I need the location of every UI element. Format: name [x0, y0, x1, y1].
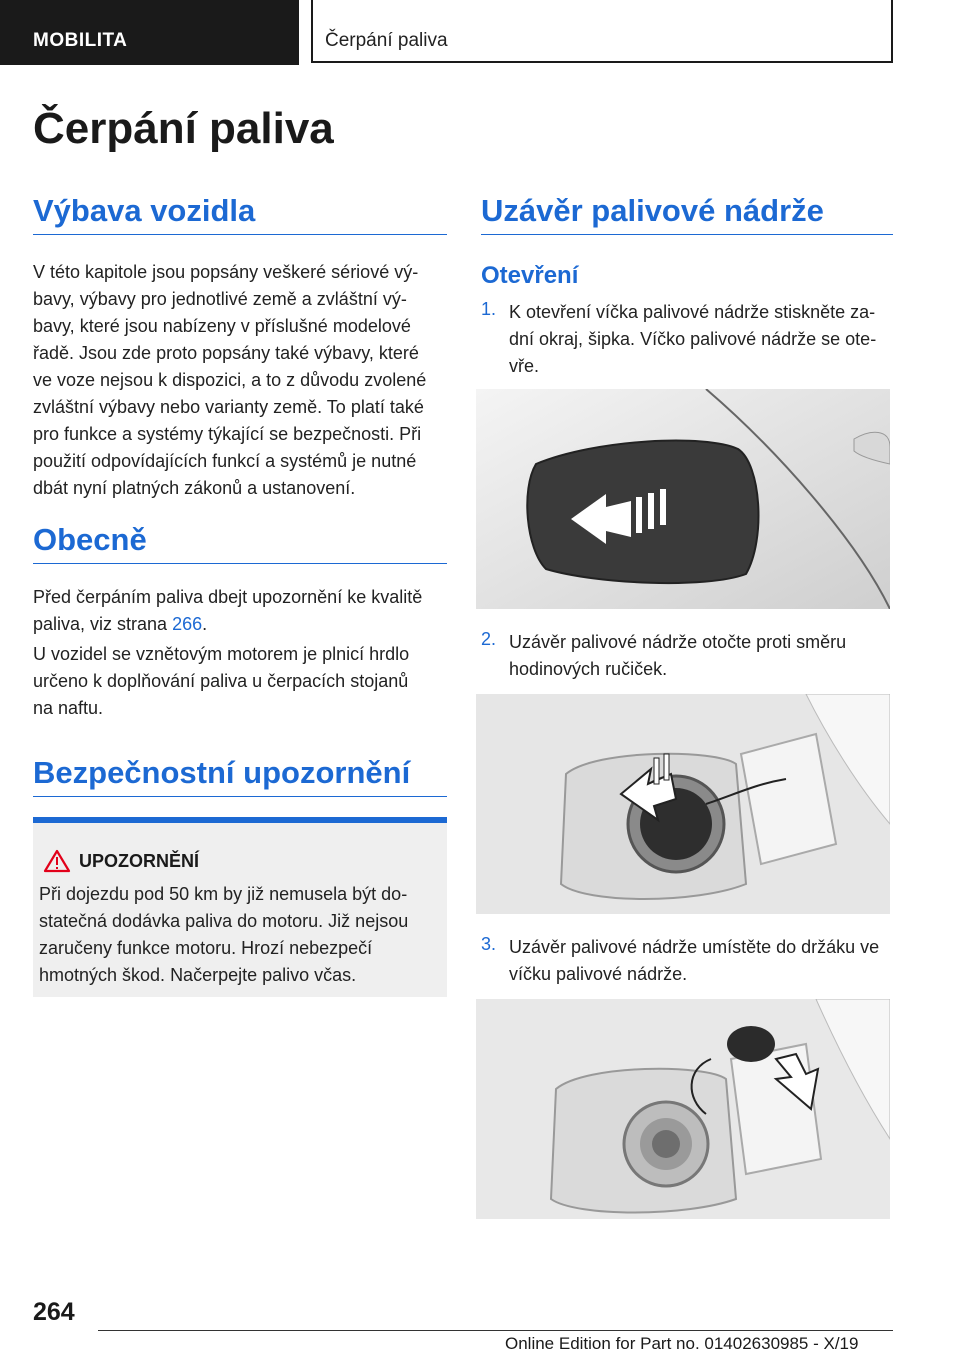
- chapter-label: Čerpání paliva: [325, 30, 448, 51]
- chapter-tab: [311, 0, 893, 63]
- edition-text: Online Edition for Part no. 01402630985 - X/19: [505, 1334, 859, 1353]
- fuel-cap-turn-illustration: [476, 694, 890, 914]
- section-label: MOBILITA: [33, 30, 128, 51]
- heading-vybava: Výbava vozidla: [33, 193, 256, 228]
- warning-text: Při dojezdu pod 50 km by již nemusela být do- statečná dodávka paliva do motoru. Již nejsou zaručeny funkce motoru. Hrozí nebezpečí hmotných škod. Načerpejte palivo včas.: [39, 884, 409, 985]
- step-text: Uzávěr palivové nádrže umístěte do držáku ve víčku palivové nádrže.: [509, 937, 880, 984]
- heading-rule: [33, 563, 447, 564]
- page-link[interactable]: 266: [172, 614, 203, 634]
- page-number: 264: [33, 1298, 75, 1326]
- step-text: K otevření víčka palivové nádrže stiskněte za- dní okraj, šipka. Víčko palivové nádrže se ote- vře.: [509, 302, 877, 376]
- heading-obecne: Obecně: [33, 522, 147, 557]
- heading-rule: [33, 234, 447, 235]
- paragraph-vybava: V této kapitole jsou popsány veškeré sériové vý- bavy, výbavy pro jednotlivé země a zvláštní vý- bavy, které jsou nabízeny v příslušné modelové řadě. Jsou zde proto popsány také výbavy, které ve voze nejsou k dispozici, a to z důvodu zvolené zvláštní výbavy nebo varianty země. To platí také pro funkce a systémy týkající se bezpečnosti. Při použití odpovídajících funkcí a systémů je nutné dbát nyní platných zákonů a ustanovení.: [33, 262, 427, 498]
- footer-rule: [98, 1330, 893, 1331]
- heading-rule: [33, 796, 447, 797]
- section-tab: [0, 0, 299, 65]
- subheading-otevreni: Otevření: [481, 262, 579, 289]
- step-text: Uzávěr palivové nádrže otočte proti směru hodinových ručiček.: [509, 632, 847, 679]
- warning-box: [33, 817, 447, 997]
- page-title: Čerpání paliva: [33, 104, 334, 153]
- heading-rule: [481, 234, 893, 235]
- fuel-cap-holder-illustration: [476, 999, 890, 1219]
- step-number: 2.: [481, 629, 497, 649]
- step-number: 1.: [481, 299, 497, 319]
- paragraph-obecne-2: U vozidel se vznětovým motorem je plnicí hrdlo určeno k doplňování paliva u čerpacích stojanů na naftu.: [33, 644, 410, 718]
- warning-triangle-icon: [43, 849, 71, 873]
- heading-uzaver: Uzávěr palivové nádrže: [481, 193, 824, 228]
- fuel-flap-closed-illustration: [476, 389, 890, 609]
- heading-bezpecnost: Bezpečnostní upozornění: [33, 755, 411, 790]
- warning-title: UPOZORNĚNÍ: [79, 851, 200, 871]
- step-number: 3.: [481, 934, 497, 954]
- paragraph-obecne-1: Před čerpáním paliva dbejt upozornění ke kvalitě paliva, viz strana 266.: [33, 587, 423, 634]
